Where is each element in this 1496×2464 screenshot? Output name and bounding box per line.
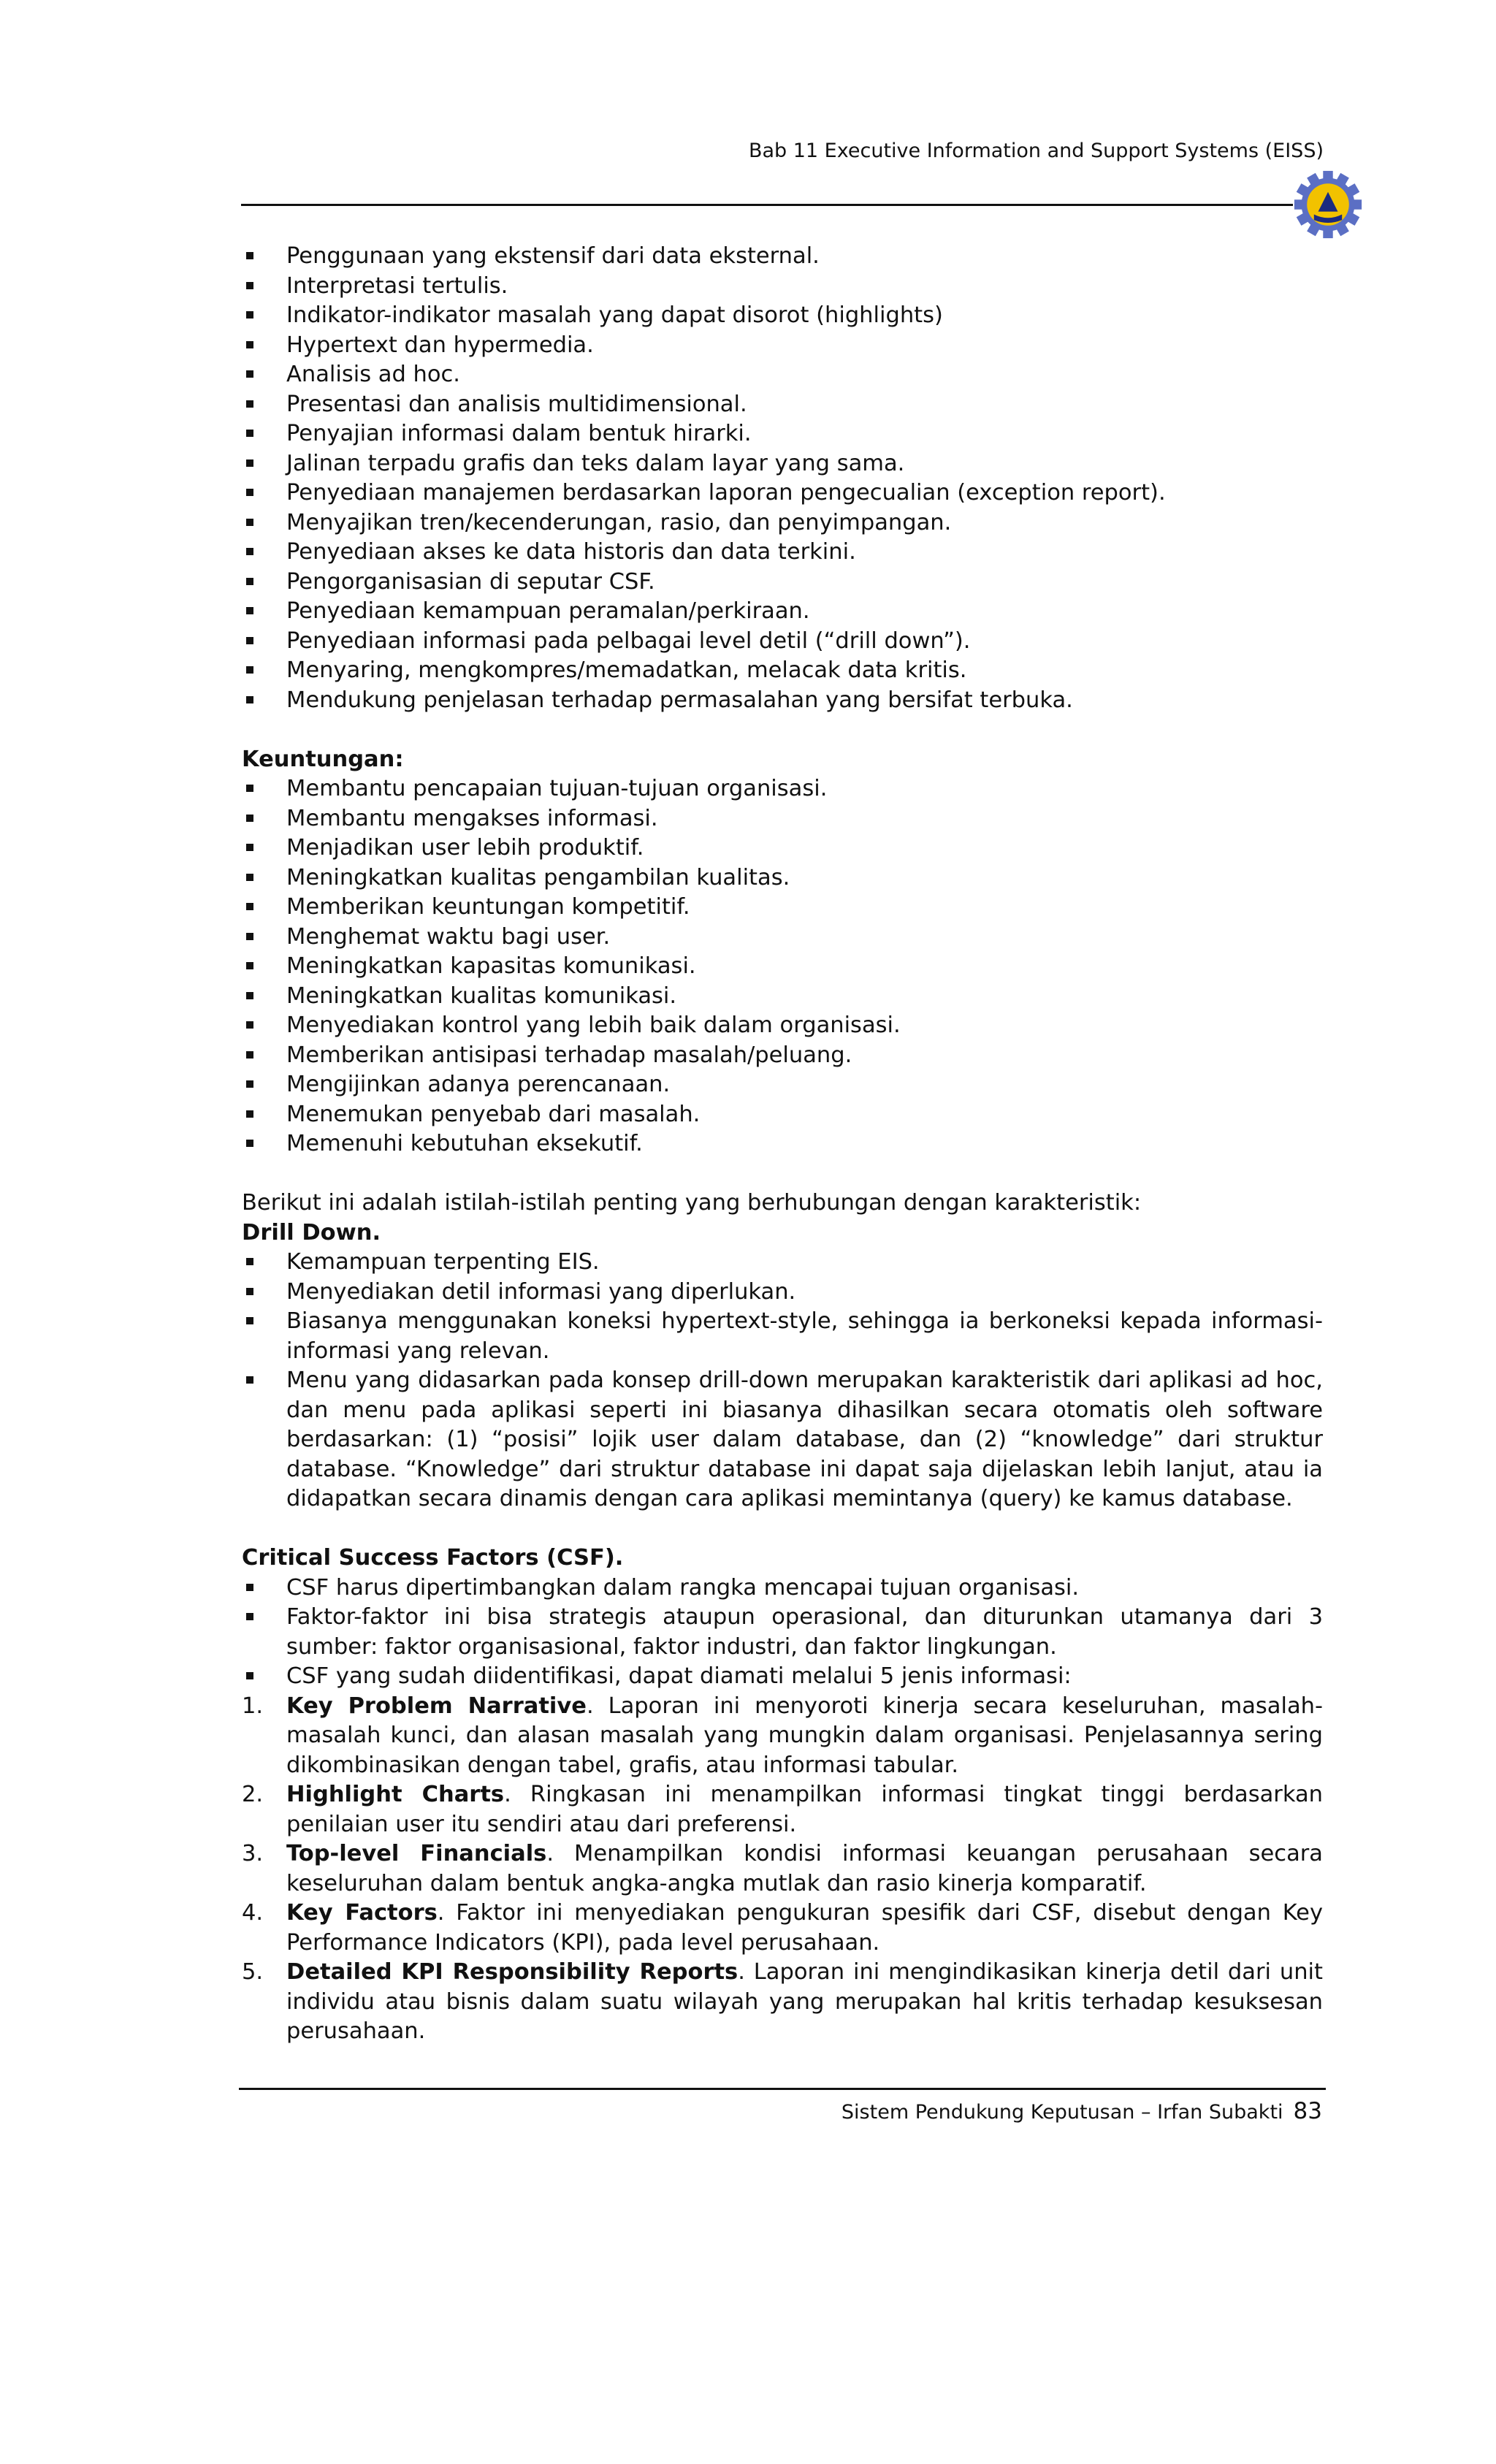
list-item: Meningkatkan kualitas komunikasi.: [242, 982, 1323, 1012]
numbered-item: [242, 1958, 1323, 2047]
numbered-item: [242, 1692, 1323, 1781]
item-term: Key Problem Narrative: [286, 1693, 587, 1719]
list-item: Faktor-faktor ini bisa strategis ataupun operasional, dan diturunkan utamanya dari 3 sumber: faktor organisasional, faktor industri, dan faktor lingkungan.: [242, 1603, 1323, 1662]
item-term: Key Factors: [286, 1900, 438, 1926]
list-item: CSF yang sudah diidentifikasi, dapat diamati melalui 5 jenis informasi:: [242, 1662, 1323, 1692]
list-item: Jalinan terpadu grafis dan teks dalam layar yang sama.: [242, 449, 1323, 479]
item-number: 1.: [242, 1693, 264, 1719]
header-rule: [241, 204, 1293, 206]
item-text: . Menampilkan kondisi informasi keuangan perusahaan secara keseluruhan dalam bentuk angka-angka mutlak dan rasio kinerja komparatif.: [286, 1841, 1323, 1896]
list-item: Menyediakan kontrol yang lebih baik dalam organisasi.: [242, 1011, 1323, 1041]
list-item: Membantu pencapaian tujuan-tujuan organisasi.: [242, 774, 1323, 804]
list-item: Mendukung penjelasan terhadap permasalahan yang bersifat terbuka.: [242, 686, 1323, 716]
footer-rule: [239, 2088, 1326, 2090]
list-item: CSF harus dipertimbangkan dalam rangka mencapai tujuan organisasi.: [242, 1574, 1323, 1603]
running-header: Bab 11 Executive Information and Support Systems (EISS): [748, 140, 1324, 162]
list-item: Penyediaan kemampuan peramalan/perkiraan.: [242, 597, 1323, 627]
list-item: Memberikan keuntungan kompetitif.: [242, 893, 1323, 923]
list-item: Memberikan antisipasi terhadap masalah/peluang.: [242, 1041, 1323, 1071]
benefits-list: [242, 774, 1323, 1159]
item-term: Top-level Financials: [286, 1841, 547, 1866]
list-item: Pengorganisasian di seputar CSF.: [242, 568, 1323, 598]
list-item: Penyajian informasi dalam bentuk hirarki.: [242, 419, 1323, 449]
item-text: . Ringkasan ini menampilkan informasi tingkat tinggi berdasarkan penilaian user itu sendiri atau dari preferensi.: [286, 1782, 1323, 1837]
item-term: Highlight Charts: [286, 1782, 505, 1807]
list-item: Menghemat waktu bagi user.: [242, 923, 1323, 953]
item-number: 2.: [242, 1782, 264, 1807]
list-item: Penyediaan akses ke data historis dan data terkini.: [242, 538, 1323, 568]
csf-list: [242, 1574, 1323, 1692]
list-item: Kemampuan terpenting EIS.: [242, 1248, 1323, 1278]
list-item: Penyediaan manajemen berdasarkan laporan pengecualian (exception report).: [242, 478, 1323, 508]
drill-down-list: [242, 1248, 1323, 1514]
list-item: Analisis ad hoc.: [242, 360, 1323, 390]
main-content: [242, 242, 1323, 2047]
csf-info-types-list: [242, 1692, 1323, 2047]
list-item: Menemukan penyebab dari masalah.: [242, 1100, 1323, 1130]
features-list: [242, 242, 1323, 715]
list-item: Mengijinkan adanya perencanaan.: [242, 1070, 1323, 1100]
drill-down-heading: Drill Down.: [242, 1219, 381, 1246]
page-number: 83: [1293, 2098, 1322, 2124]
csf-heading: Critical Success Factors (CSF).: [242, 1545, 624, 1571]
institution-logo-icon: [1293, 169, 1363, 240]
list-item: Meningkatkan kapasitas komunikasi.: [242, 952, 1323, 982]
item-number: 3.: [242, 1841, 264, 1866]
list-item: Menyaring, mengkompres/memadatkan, melacak data kritis.: [242, 656, 1323, 686]
item-text: . Faktor ini menyediakan pengukuran spesifik dari CSF, disebut dengan Key Performance Indicators (KPI), pada level perusahaan.: [286, 1900, 1323, 1956]
benefits-heading: Keuntungan:: [242, 746, 404, 772]
numbered-item: [242, 1839, 1323, 1899]
numbered-item: [242, 1780, 1323, 1839]
item-text: . Laporan ini menyoroti kinerja secara keseluruhan, masalah-masalah kunci, dan alasan masalah yang mungkin dalam organisasi. Penjelasannya sering dikombinasikan dengan tabel, grafis, atau informasi tabular.: [286, 1693, 1323, 1778]
list-item: Biasanya menggunakan koneksi hypertext-style, sehingga ia berkoneksi kepada informasi-informasi yang relevan.: [242, 1307, 1323, 1366]
list-item: Menyajikan tren/kecenderungan, rasio, dan penyimpangan.: [242, 508, 1323, 538]
terms-intro: Berikut ini adalah istilah-istilah penting yang berhubungan dengan karakteristik:: [242, 1190, 1142, 1216]
item-text: . Laporan ini mengindikasikan kinerja detil dari unit individu atau bisnis dalam suatu wilayah yang merupakan hal kritis terhadap kesuksesan perusahaan.: [286, 1959, 1323, 2044]
list-item: Penyediaan informasi pada pelbagai level detil (“drill down”).: [242, 627, 1323, 657]
list-item: Meningkatkan kualitas pengambilan kualitas.: [242, 863, 1323, 893]
item-number: 5.: [242, 1959, 264, 1985]
item-number: 4.: [242, 1900, 264, 1926]
page-footer: [842, 2098, 1322, 2124]
numbered-item: [242, 1899, 1323, 1958]
list-item: Menyediakan detil informasi yang diperlukan.: [242, 1278, 1323, 1308]
list-item: Menjadikan user lebih produktif.: [242, 834, 1323, 863]
list-item: Hypertext dan hypermedia.: [242, 331, 1323, 361]
footer-title: Sistem Pendukung Keputusan – Irfan Subakti: [841, 2101, 1283, 2124]
item-term: Detailed KPI Responsibility Reports: [286, 1959, 739, 1985]
list-item: Menu yang didasarkan pada konsep drill-down merupakan karakteristik dari aplikasi ad hoc, dan menu pada aplikasi seperti ini biasanya dihasilkan secara otomatis oleh software berdasarkan: (1) “posisi” lojik user dalam database, dan (2) “knowledge” dari struktur database. “Knowledge” dari struktur database ini dapat saja dijelaskan lebih lanjut, atau ia didapatkan secara dinamis dengan cara aplikasi memintanya (query) ke kamus database.: [242, 1366, 1323, 1514]
list-item: Penggunaan yang ekstensif dari data eksternal.: [242, 242, 1323, 272]
list-item: Indikator-indikator masalah yang dapat disorot (highlights): [242, 301, 1323, 331]
list-item: Presentasi dan analisis multidimensional.: [242, 390, 1323, 420]
list-item: Membantu mengakses informasi.: [242, 804, 1323, 834]
list-item: Interpretasi tertulis.: [242, 272, 1323, 302]
list-item: Memenuhi kebutuhan eksekutif.: [242, 1129, 1323, 1159]
